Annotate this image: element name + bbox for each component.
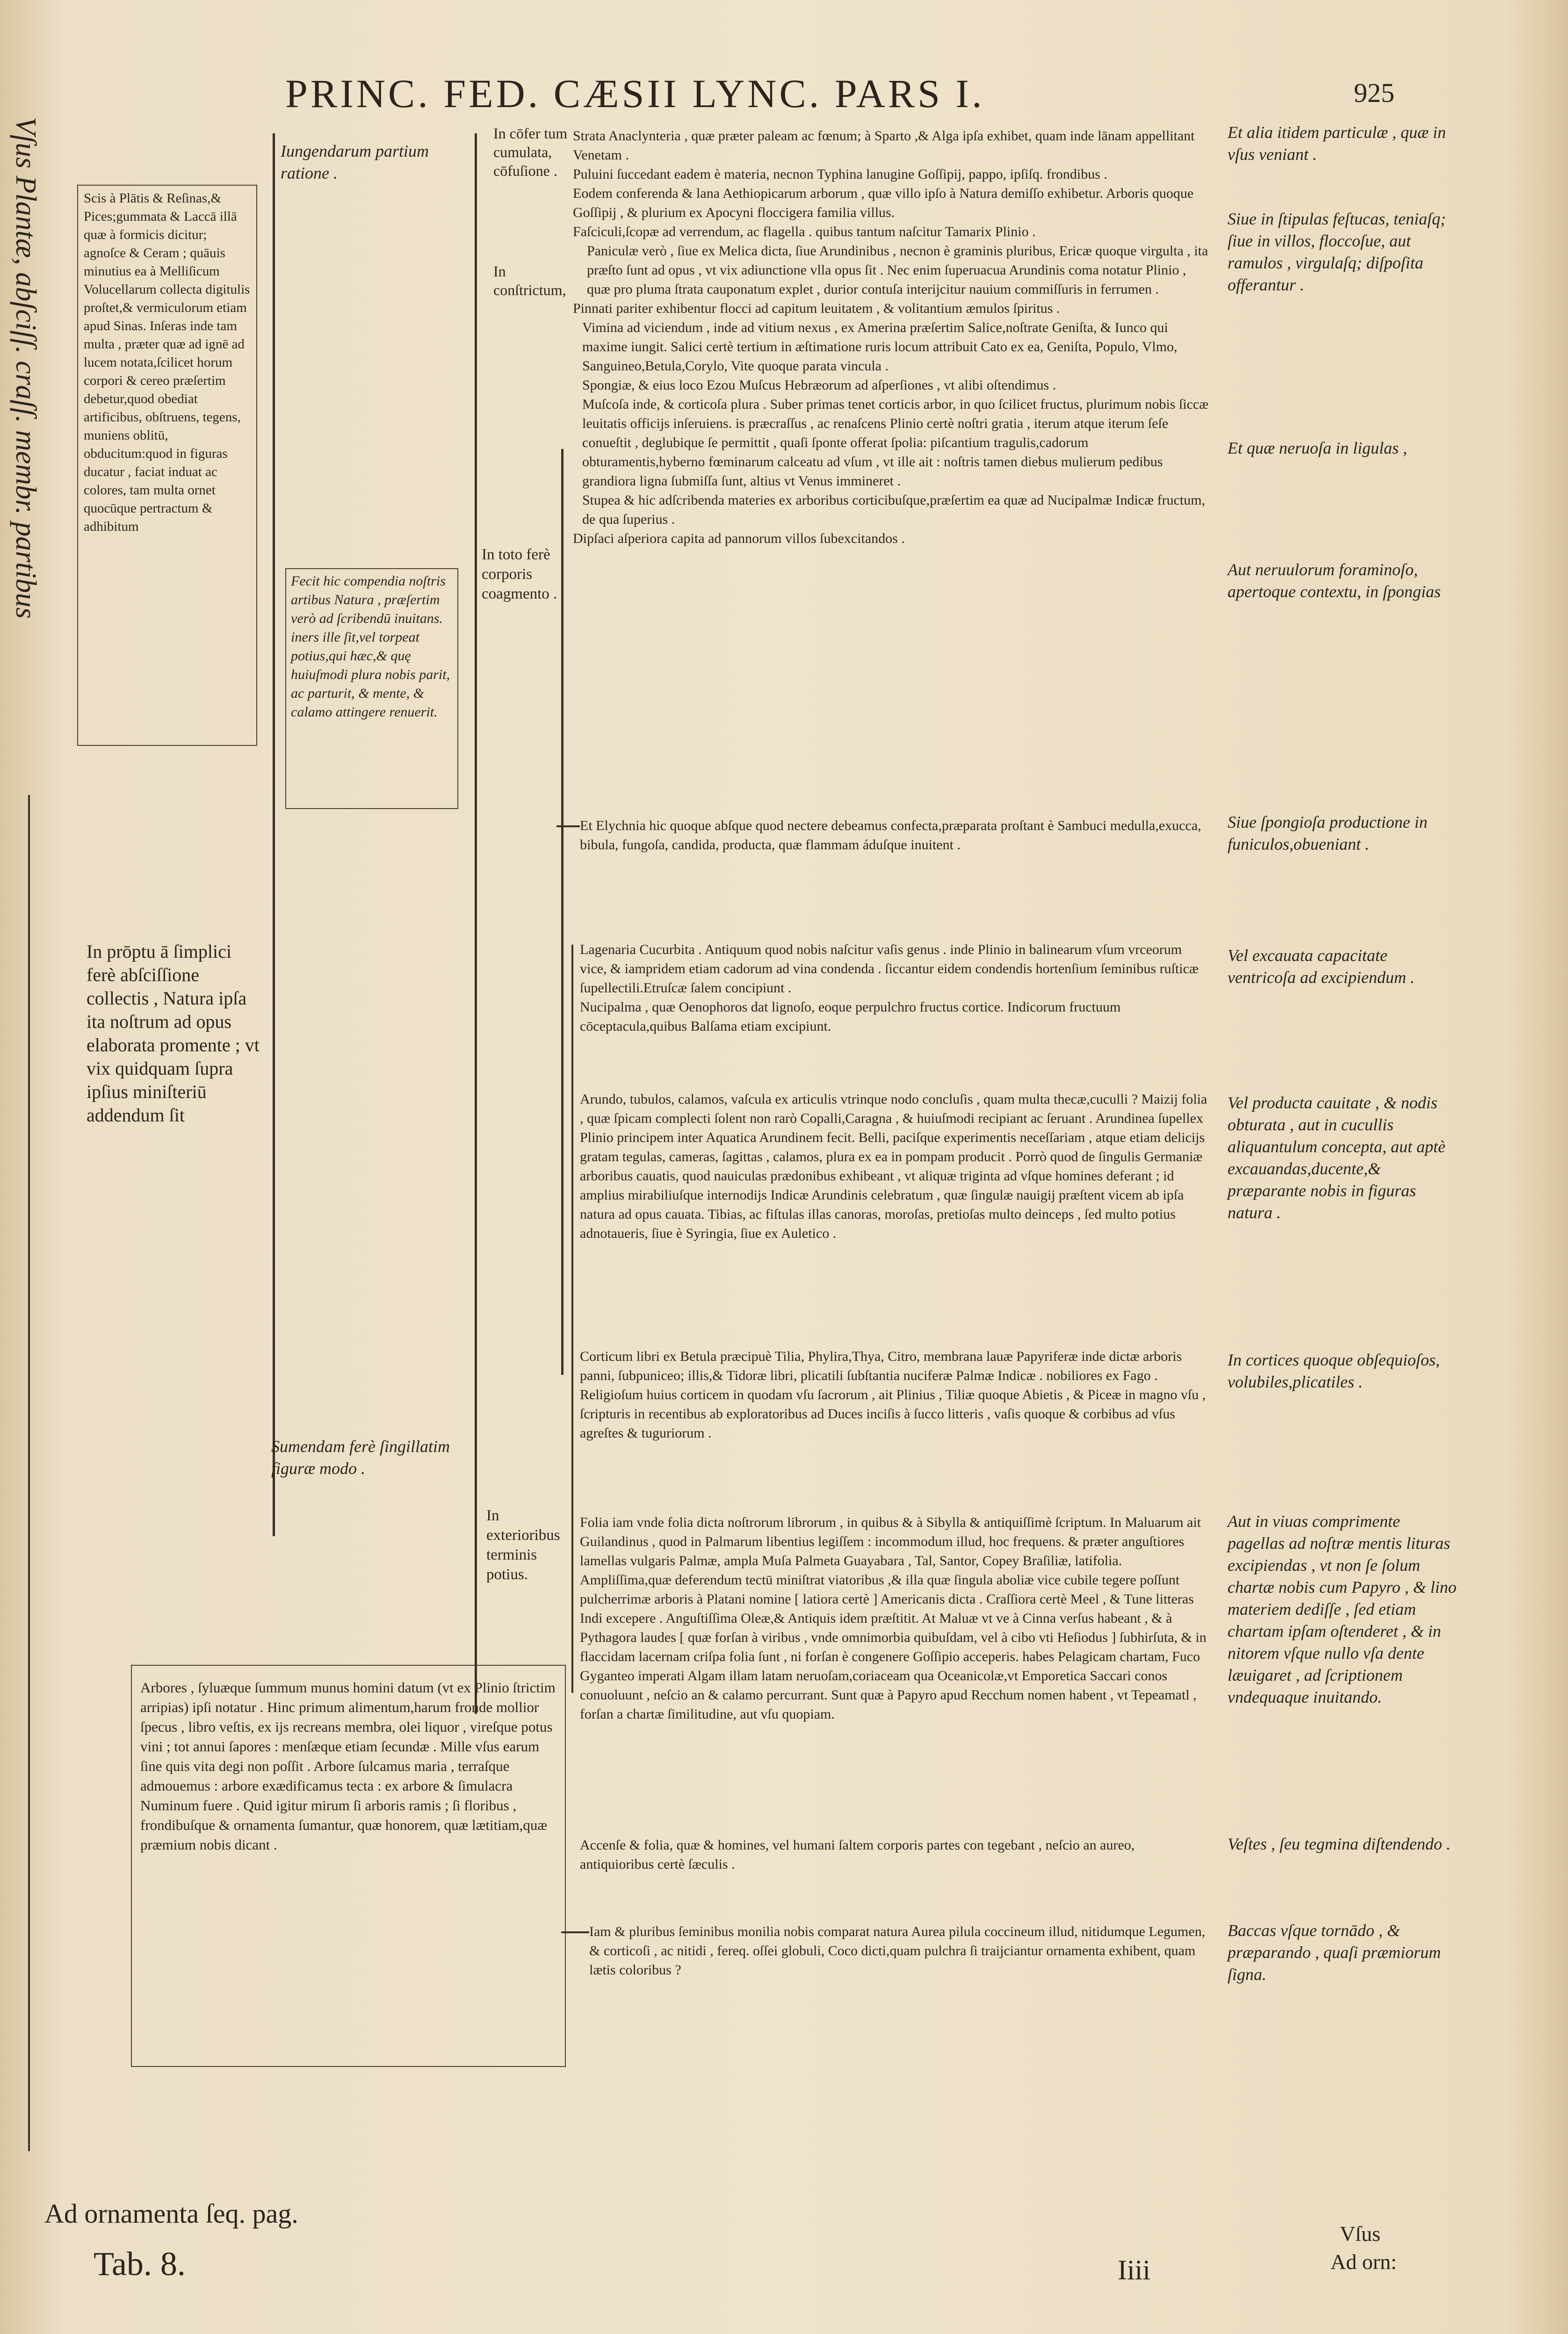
entry-folia: Folia iam vnde folia dicta noſtrorum librorum , in quibus & à Sibylla & antiquiſſimè ſcriptum. In Maluarum ait Guilandinus , quod in Palmarum libentius legiſſem : incommodum illud, hoc frequens. & præter anguſtiores lamellas vulgaris Palmæ, ampla Muſa Palmeta Guayabara , Tal, Santor, Copey Braſiliæ, latifolia. Ampliſſima,quæ deferendum tectū miniſtrat viatoribus ,& illa quæ ſingula aboliæ vice cubile tegere poſſunt pulcherrimæ arboris à Platani nomine [ latiora certè ] Americanis dicta . Craſſiora certè Meel , & Tune litteras Indi excepere . Anguſtiſſima Oleæ,& Antiquis idem præſtitit. At Maluæ vt ve à Cinna verſus habeant , & à Pythagora laudes [ quæ forſan à viribus , vnde omnimorbia quibuſdam, vel à cibo vti Heſiodus ] ſubhirſuta, & in flaccidam lacernam criſpa folia ſunt , ni forſan è congenere Goſſipio acceperis. habes Pelagicam chartam, Fuco Gyganteo imperati Algam illam latam neruoſam,coriaceam qua Oceanicolæ,vt Emporetica Saccari conos conuoluunt , neſcio an & calamo percurrant. Sunt quæ à Papyro apud Recchum nomen habent , vt Tepeamatl , forſan a chartæ ſimilitudine, aut vſu quopiam. bbox=[580, 1515, 1207, 1722]
entry-arundo: Arundo, tubulos, calamos, vaſcula ex articulis vtrinque nodo concluſis , quam multa thecæ,cuculli ? Maizij folia , quæ ſpicam complecti ſolent non rarò Copalli,Caragna , & huiuſmodi recipiant ac ſeruant . Arundinea ſupellex Plinio principem inter Aquatica Arundinem fecit. Belli, paciſque experimentis neceſſariam , atque etiam delicijs gratam tegulas, cameras, ſagittas , calamos, plura ex ea in pompam producit . Porrò quod de ſingulis Germaniæ arboribus cauatis, quod nauiculas prædonibus exhibeant , vt aliquæ triginta ad vſque homines deferant ; id amplius mirabiliuſque internodijs Indicæ Arundinis celebratum , quæ ſingulæ nauigij præſtent vicem ab ipſa natura ad opus cauata. Tibias, ac fiſtulas illas canoras, moroſas, pretioſas multo deinceps , ſed multo potius adnotaueris, ſiue è Syringia, ſiue ex Auletico . bbox=[580, 1091, 1207, 1241]
in-exterioribus-label: In exterioribus terminis potius. bbox=[486, 1507, 560, 1583]
entry-iam: Iam & pluribus ſeminibus monilia nobis comparat natura Aurea pilula coccineum illud, nitidumque Legumen, & corticoſi , ac nitidi , fereq. oſſei globuli, Coco dicti,quam pulchra ſi traijciantur ornamenta exhibent, quam lætis coloribus ? bbox=[589, 1924, 1206, 1978]
simple-cut-note: In prōptu ā ſimplici ferè abſciſſione collectis , Natura ipſa ita noſtrum ad opus elaborata promente ; vt vix quidquam ſupra ipſius miniſteriū addendum ſit bbox=[87, 941, 260, 1126]
side-note-spongias: Aut neruulorum foraminoſo, apertoque contextu, in ſpongias bbox=[1228, 560, 1441, 601]
main-bracket-line bbox=[273, 133, 275, 1536]
side-note-stipulas: Siue in ſtipulas feſtucas, teniaſq; ſiue in villos, floccoſue, aut ramulos , virgulaſq; diſpoſita offerantur . bbox=[1228, 210, 1446, 294]
entries-block-2 bbox=[580, 940, 1209, 1036]
vertical-margin-title: Vſus Plantæ, abſciſſ. craſſ. membr. partibus bbox=[10, 117, 42, 619]
running-header: PRINC. FED. CÆSII LYNC. PARS I. bbox=[285, 71, 985, 116]
entry-nucipalma: Nucipalma , quæ Oenophoros dat lignoſo, eoque perpulchro fructus cortice. Indicorum fructuum cōceptacula,quibus Balſama etiam excipiunt. bbox=[580, 999, 1121, 1034]
fecit-note-box: Fecit hic compendia noſtris artibus Natura , præſertim verò ad ſcribendū inuitans. iners ille ſit,vel torpeat potius,qui hæc,& quę huiuſmodi plura nobis parit, ac parturit, & mente, & calamo attingere renuerit. bbox=[285, 568, 458, 809]
second-bracket-line bbox=[475, 133, 477, 1714]
entry-paniculae: Paniculæ verò , ſiue ex Melica dicta, ſiue Arundinibus , necnon è graminis pluribus, Ericæ quoque virgulta , ita præſto ſunt ad opus , vt vix adiunctione vlla opus ſit . Nec enim ſuperuacua Arundinis coma notatur Plinio , quæ pro pluma ſtrata cauponatum explet , durior contuſa interijcitur nauium commiſſuris in ferrumen . bbox=[587, 243, 1208, 297]
fourth-bracket-line bbox=[571, 945, 573, 1693]
in-constrictum-label: In conſtrictum, bbox=[493, 263, 566, 298]
entry-vimina: Vimina ad viciendum , inde ad vitium nexus , ex Amerina præſertim Salice,noſtrate Geniſta, & Iunco qui maxime iungit. Salici certè tertium in æſtimatione ruris locum attribuit Cato ex ea, Geniſta, Populo, Vlmo, Sanguineo,Betula,Corylo, Vite quoque parata vincula . bbox=[582, 320, 1178, 374]
entry-stupea: Stupea & hic adſcribenda materies ex arboribus corticibuſque,præſertim ea quæ ad Nucipalmæ Indicæ fructum, de qua ſuperius . bbox=[582, 492, 1206, 527]
side-note-ligulas: Et quæ neruoſa in ligulas , bbox=[1228, 439, 1408, 457]
in-cofertum-label: In cōfer tum cumulata, cōfuſione . bbox=[493, 125, 568, 179]
entry-dipsaci: Dipſaci aſperiora capita ad pannorum villos ſubexcitandos . bbox=[573, 531, 905, 546]
in-toto-label: In toto ferè corporis coagmento . bbox=[482, 546, 557, 602]
entry-lagenaria: Lagenaria Cucurbita . Antiquum quod nobis naſcitur vaſis genus . inde Plinio in balinearum vſum vrceorum vice, & iampridem etiam cadorum ad vina condenda . ſiccantur eidem condendis hortenſium ſeminibus ruſticæ ſupellectili.Etruſcæ ſalem concipiunt . bbox=[580, 942, 1199, 996]
arbores-note-box: Arbores , ſyluæque ſummum munus homini datum (vt ex Plinio ſtrictim arripias) ipſi notatur . Hinc primum alimentum,harum fronde mollior ſpecus , libro veſtis, ex ijs recreans membra, olei liquor , vireſque potus vini ; tot annui ſapores : menſæque etiam ſecundæ . Mille vſus earum ſine quis vita degi non poſſit . Arbore ſulcamus maria , terraſque admouemus : arbore exædificamus tecta : ex arbore & ſimulacra Numinum fuere . Quid igitur mirum ſi arboris ramis ; ſi floribus , frondibuſque & ornamenta ſumantur, quæ honorem, quæ lætitiam,quæ præmium nobis dicant . bbox=[131, 1665, 566, 2067]
side-note-baccas: Baccas vſque tornādo , & præparando , quaſi præmiorum ſigna. bbox=[1228, 1921, 1441, 1984]
entry-accense: Accenſe & folia, quæ & homines, vel humani ſaltem corporis partes con tegebant , neſcio an aureo, antiquioribus certè ſæculis . bbox=[580, 1837, 1135, 1872]
page-number: 925 bbox=[1354, 78, 1395, 108]
sumendam-label: Sumendam ferè ſingillatim figuræ modo . bbox=[271, 1437, 450, 1478]
resin-note-box: Scis à Plātis & Reſinas,& Pices;gummata & Laccā illā quæ à formicis dicitur; agnoſce & Ceram ; quāuis minutius ea à Melliſicum Volucellarum collecta digitulis proſtet,& vermiculorum etiam apud Sinas. Inſeras inde tam multa , præter quæ ad ignē ad lucem notata,ſcilicet horum corpori & cereo præſertim debetur,quod obediat artificibus, obſtruens, tegens, muniens oblitū, obducitum:quod in figuras ducatur , faciat induat ac colores, tam multa ornet quocūque pertractum & adhibitum bbox=[77, 185, 257, 746]
entry-fasciculi: Faſciculi,ſcopæ ad verrendum, ac flagella . quibus tantum naſcitur Tamarix Plinio . bbox=[573, 224, 1036, 239]
elychnia-dash bbox=[556, 825, 580, 827]
side-note-funiculos: Siue ſpongioſa productione in funiculos,obueniant . bbox=[1228, 813, 1428, 853]
side-note-pagellas: Aut in viuas comprimente pagellas ad noſtræ mentis lituras excipiendas , vt non ſe ſolum chartæ nobis cum Papyro , & lino materiem dediſſe , ſed etiam chartam ipſam oſtenderet , & in nitorem vſque nullo vſa dente læuigaret , ad ſcriptionem vndequaque inuitando. bbox=[1228, 1512, 1457, 1706]
left-rule bbox=[28, 795, 30, 2151]
iam-dash bbox=[561, 1931, 589, 1933]
entry-muscosa: Muſcoſa inde, & corticoſa plura . Suber primas tenet corticis arbor, in quo ſcilicet fructus, plurimum nobis ſiccæ leuitatis officijs inſeruiens. is præcraſſus , ac renaſcens Plinio certè noſtri gratia , iterum atque iterum ſeſe conueſtit , deglubique ſe permittit , quaſi ſponte offerat ſpolia: piſcantium tragulis,cadorum obturamentis,hyberno fœminarum calceatu ad vſum , vt ille ait : noſtris tamen diebus mulierum pedibus grandiora ligna ſubmiſſa ſunt, altius vt Venus immineret . bbox=[582, 397, 1209, 489]
entry-elychnia: Et Elychnia hic quoque abſque quod nectere debeamus confecta,præparata proſtant è Sambuci medulla,exucca, bibula, fungoſa, candida, producta, quæ flammam áduſque inuitent . bbox=[580, 818, 1201, 853]
entry-spongiae: Spongiæ, & eius loco Ezou Muſcus Hebræorum ad aſperſiones , vt alibi oſtendimus . bbox=[582, 377, 1056, 393]
side-note-excauata: Vel excauata capacitate ventricoſa ad excipiendum . bbox=[1228, 946, 1415, 987]
side-note-vestes: Veſtes , ſeu tegmina diſtendendo . bbox=[1228, 1835, 1451, 1853]
entry-strata: Strata Anaclynteria , quæ præter paleam ac fœnum; à Sparto ,& Alga ipſa exhibet, quam inde lānam appellitant Venetam . bbox=[573, 128, 1195, 163]
jungendarum-label: Iungendarum partium ratione . bbox=[281, 142, 429, 182]
entry-corticum: Corticum libri ex Betula præcipuè Tilia, Phylira,Thya, Citro, membrana lauæ Papyriferæ inde dictæ arboris panni, ſubpuniceo; illis,& Tidoræ libri, plicatili ſubſtantia nuciferæ Palmæ Indicæ . nobiliores ex Fago . Religioſum huius corticem in quodam vſu ſacrorum , ait Plinius , Tiliæ quoque Abietis , & Piceæ in magno vſu , ſcripturis in recentibus ab exploratoribus ad Duces inciſis à ſucco litteris , vaſis quoque & corbibus ad vſus agreſtes & tuguriorum . bbox=[580, 1349, 1206, 1441]
side-note-cortices: In cortices quoque obſequioſos, volubiles,plicatiles . bbox=[1228, 1351, 1440, 1391]
third-bracket-line bbox=[561, 449, 564, 1375]
signature-mark: Iiii bbox=[1118, 2255, 1150, 2285]
catchword-1: Vſus bbox=[1340, 2222, 1380, 2246]
footer-catchline: Ad ornamenta ſeq. pag. bbox=[44, 2198, 298, 2229]
side-note-producta: Vel producta cauitate , & nodis obturata , aut in cucullis aliquantulum concepta, aut aptè excauandas,ducente,& præparante nobis in figuras natura . bbox=[1228, 1093, 1445, 1222]
entries-block-1 bbox=[573, 126, 1209, 548]
entry-lana: Eodem conferenda & lana Aethiopicarum arborum , quæ villo ipſo à Natura demiſſo exhibetur. Arboris quoque Goſſipij , & plurium ex Apocyni floccigera familia villus. bbox=[573, 186, 1194, 220]
entry-puluini: Puluini ſuccedant eadem è materia, necnon Typhina lanugine Goſſipij, pappo, ipſiſq. frondibus . bbox=[573, 166, 1107, 182]
catchword-2: Ad orn: bbox=[1330, 2250, 1397, 2274]
side-note-particulae: Et alia itidem particulæ , quæ in vſus veniant . bbox=[1228, 123, 1446, 164]
entry-pinnati: Pinnati pariter exhibentur flocci ad capitum leuitatem , & volitantium æmulos ſpiritus . bbox=[573, 301, 1060, 316]
footer-plate-label: Tab. 8. bbox=[94, 2245, 186, 2283]
